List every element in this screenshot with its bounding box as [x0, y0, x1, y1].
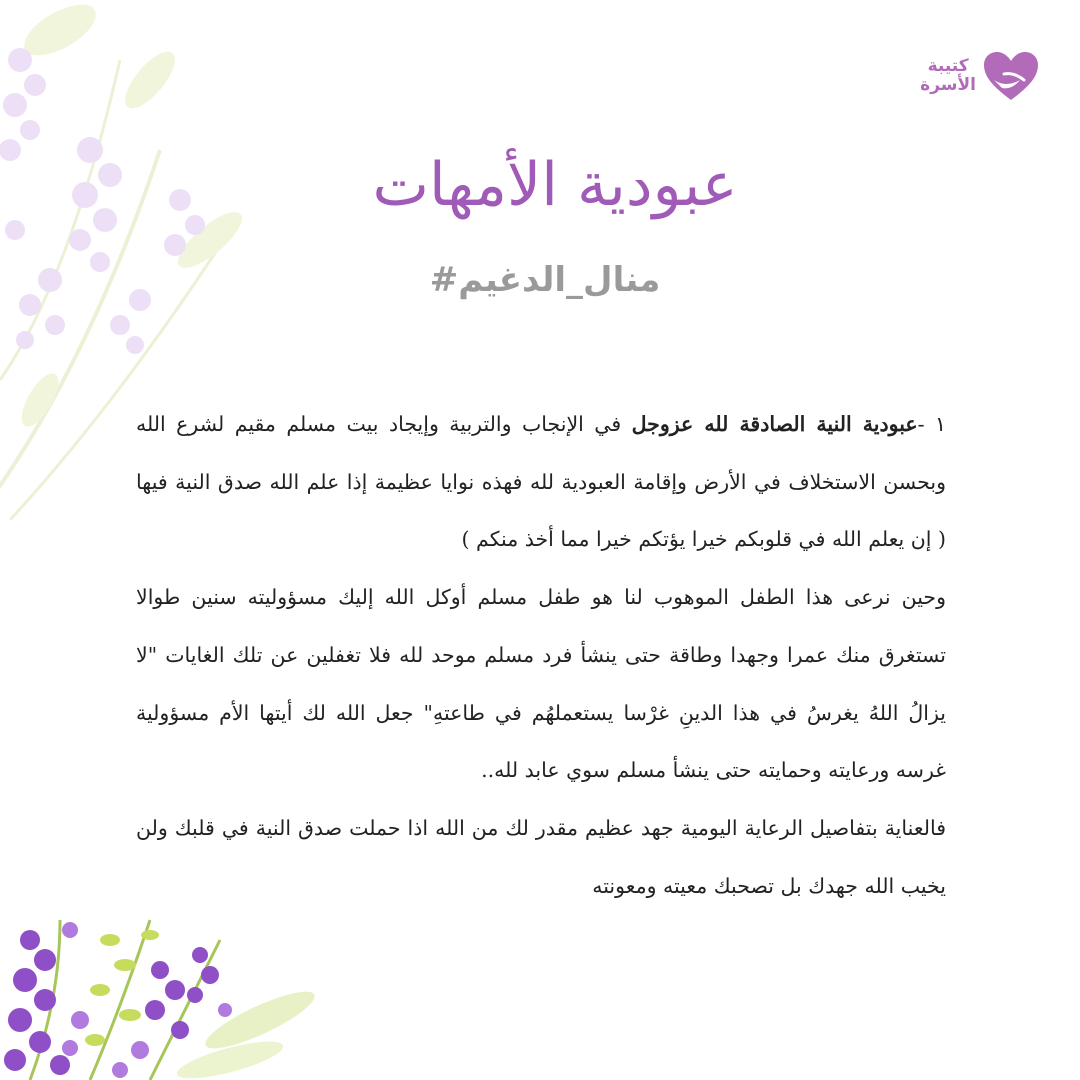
- lavender-decoration-bottom: [0, 900, 340, 1080]
- paragraph-number: ١ -: [917, 412, 947, 436]
- paragraph-text: في الإنجاب والتربية وإيجاد بيت مسلم مقيم لشرع الله وبحسن الاستخلاف في الأرض وإقامة العبودية لله فهذه نوايا عظيمة إذا علم الله صدق النية فيها ( إن يعلم الله في قلوبكم خيرا يؤتكم خيرا مما أخذ منكم ): [136, 412, 946, 552]
- paragraph-2: [136, 569, 946, 800]
- heart-hands-icon: [982, 50, 1040, 102]
- brand-line-1: كتيبة: [927, 56, 969, 76]
- paragraph-1: [136, 396, 946, 569]
- page-title: عبودية الأمهات: [372, 150, 738, 220]
- paragraph-text: وحين نرعى هذا الطفل الموهوب لنا هو طفل مسلم أوكل الله إليك مسؤوليته سنين طوالا تستغرق منك عمرا وجهدا وطاقة حتى ينشأ فرد مسلم موحد لله فلا تغفلين عن تلك الغايات "لا يزالُ اللهُ يغرسُ في هذا الدينِ غرْسا يستعملهُم في طاعتهِ" جعل الله لك أيتها الأم مسؤولية غرسه ورعايته وحمايته حتى ينشأ مسلم سوي عابد لله..: [136, 585, 946, 783]
- article-body: [136, 396, 946, 915]
- brand-logo: [920, 50, 1040, 102]
- paragraph-3: [136, 800, 946, 915]
- brand-line-2: الأسرة: [920, 75, 976, 95]
- author-hashtag: #منال_الدغيم: [429, 260, 661, 300]
- paragraph-text: فالعناية بتفاصيل الرعاية اليومية جهد عظيم مقدر لك من الله اذا حملت صدق النية في قلبك ولن يخيب الله جهدك بل تصحبك معيته ومعونته: [136, 815, 946, 898]
- paragraph-bold-heading: عبودية النية الصادقة لله عزوجل: [631, 412, 918, 436]
- brand-name: [920, 57, 976, 95]
